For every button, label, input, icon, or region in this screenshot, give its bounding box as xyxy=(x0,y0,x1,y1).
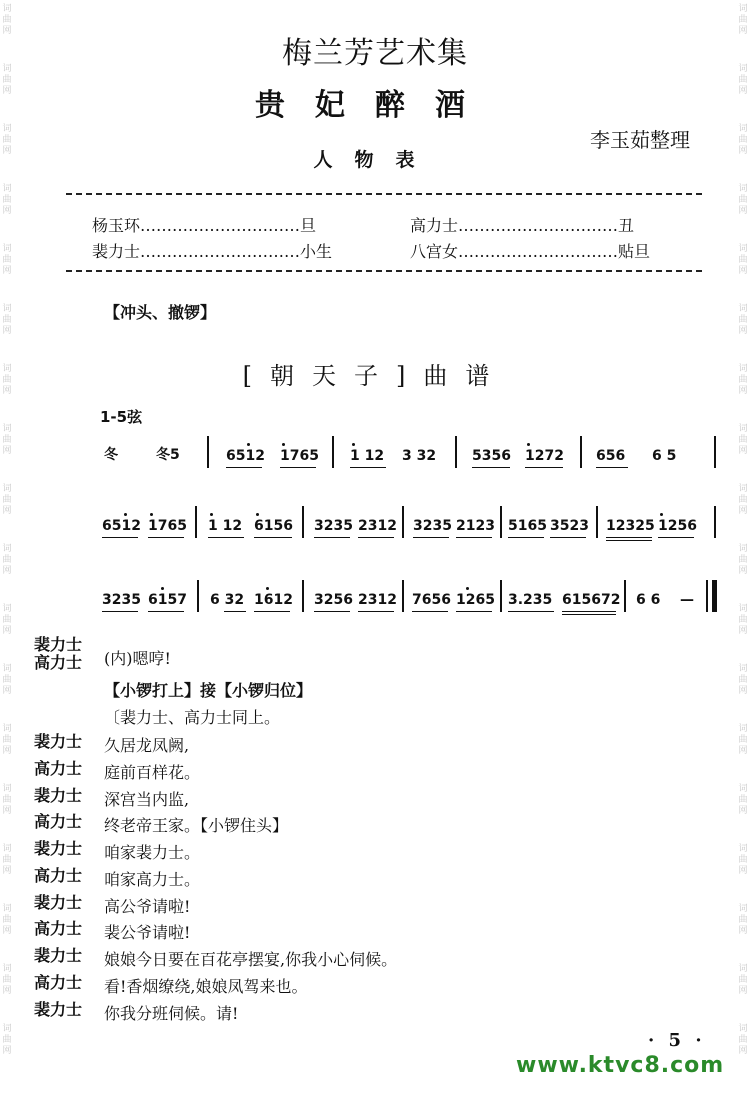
cast-dots: ………………………… xyxy=(458,216,619,235)
watermark-text: 词曲网 xyxy=(2,4,12,36)
tune-title: [朝天子]曲谱 xyxy=(242,362,508,390)
dialogue-line: 久居龙凤阙, xyxy=(104,736,190,755)
stage-direction: 〔裴力士、高力士同上。 xyxy=(104,708,281,727)
beam-underline xyxy=(224,611,246,612)
beam-underline xyxy=(148,537,184,538)
beam-underline xyxy=(658,537,694,538)
beam-underline xyxy=(413,537,449,538)
bar-line xyxy=(207,436,209,468)
cast-name: 裴力士 xyxy=(92,242,141,261)
score-note: 1256 xyxy=(658,518,697,534)
beam-underline xyxy=(350,467,386,468)
watermark-text: 词曲网 xyxy=(2,64,12,96)
score-note: 1765 xyxy=(280,448,319,464)
speaker-label: 高力士 xyxy=(34,919,83,938)
dialogue-line: 终老帝王家。【小锣住头】 xyxy=(104,816,289,835)
score-note: 1765 xyxy=(148,518,187,534)
dialogue-line: 咱家裴力士。 xyxy=(104,843,201,862)
beam-underline xyxy=(358,537,394,538)
bar-line xyxy=(714,436,716,468)
final-bar-line xyxy=(712,580,717,612)
bar-line xyxy=(195,506,197,538)
octave-dot xyxy=(266,587,269,590)
watermark-text: 词曲网 xyxy=(2,304,12,336)
octave-dot xyxy=(466,587,469,590)
watermark-text: 词曲网 xyxy=(738,784,748,816)
watermark-text: 词曲网 xyxy=(738,124,748,156)
dialogue-line: 咱家高力士。 xyxy=(104,870,201,889)
speaker-label: 裴力士 xyxy=(34,893,83,912)
score-note: 3 32 xyxy=(402,448,437,464)
cast-role: 丑 xyxy=(618,216,635,235)
score-note: 2312 xyxy=(358,592,397,608)
watermark-text: 词曲网 xyxy=(738,724,748,756)
octave-dot xyxy=(161,587,164,590)
score-note: 3235 xyxy=(413,518,452,534)
watermark-text: 词曲网 xyxy=(2,544,12,576)
speaker-label: 裴力士 xyxy=(34,1000,83,1019)
score-note: 656 xyxy=(596,448,626,464)
watermark-text: 词曲网 xyxy=(738,64,748,96)
score-note: 3235 xyxy=(102,592,141,608)
speaker-label: 裴力士 xyxy=(34,946,83,965)
octave-dot xyxy=(527,443,530,446)
cast-dots: ………………………… xyxy=(458,242,619,261)
cast-name: 杨玉环 xyxy=(92,216,141,235)
speaker-label: 裴力士 xyxy=(34,839,83,858)
watermark-text: 词曲网 xyxy=(738,1024,748,1056)
watermark-text: 词曲网 xyxy=(2,184,12,216)
watermark-text: 词曲网 xyxy=(2,424,12,456)
watermark-text: 词曲网 xyxy=(738,604,748,636)
dialogue-line: 裴公爷请啦! xyxy=(104,923,191,942)
score-note: 冬 xyxy=(104,447,118,463)
score-note: 6 32 xyxy=(210,592,245,608)
beam-underline xyxy=(254,611,290,612)
watermark-text: 词曲网 xyxy=(738,304,748,336)
watermark-text: 词曲网 xyxy=(738,4,748,36)
octave-dot xyxy=(282,443,285,446)
watermark-text: 词曲网 xyxy=(738,244,748,276)
octave-dot xyxy=(124,513,127,516)
dialogue-line: 你我分班伺候。请! xyxy=(104,1004,239,1023)
beam-underline xyxy=(550,537,586,538)
bar-line xyxy=(706,580,708,612)
cast-entry xyxy=(410,213,634,236)
divider-top xyxy=(66,193,702,195)
bar-line xyxy=(500,506,502,538)
speaker-label: 裴力士 高力士 xyxy=(34,635,83,672)
watermark-text: 词曲网 xyxy=(738,424,748,456)
watermark-text: 词曲网 xyxy=(2,724,12,756)
beam-underline xyxy=(606,537,652,538)
stage-cue: 【冲头、撤锣】 xyxy=(104,303,217,322)
dialogue-line: 看!香烟缭绕,娘娘凤驾来也。 xyxy=(104,977,308,996)
score-note: 3.235 xyxy=(508,592,553,608)
score-note: 615672 xyxy=(562,592,621,608)
speaker-label: 裴力士 xyxy=(34,786,83,805)
cast-entry xyxy=(92,213,316,236)
watermark-text: 词曲网 xyxy=(738,664,748,696)
beam-underline xyxy=(562,611,616,612)
watermark-text: 词曲网 xyxy=(738,904,748,936)
watermark-text: 词曲网 xyxy=(2,904,12,936)
beam-underline xyxy=(254,537,292,538)
cast-role: 贴旦 xyxy=(618,242,651,261)
play-title: 贵妃醉酒 xyxy=(255,88,495,123)
beam-underline xyxy=(596,467,628,468)
bar-line xyxy=(302,580,304,612)
cast-role: 小生 xyxy=(300,242,333,261)
watermark-text: 词曲网 xyxy=(738,364,748,396)
beam-underline xyxy=(456,611,492,612)
score-note: 3523 xyxy=(550,518,589,534)
score-note: 冬5 xyxy=(156,447,180,463)
bar-line xyxy=(596,506,598,538)
score-note: 6512 xyxy=(102,518,141,534)
beam-underline xyxy=(606,540,652,541)
bar-line xyxy=(197,580,199,612)
score-note: 1265 xyxy=(456,592,495,608)
speaker-label: 裴力士 xyxy=(34,732,83,751)
dialogue-line: (内)嗯哼! xyxy=(104,649,171,668)
watermark-text: 词曲网 xyxy=(2,124,12,156)
cast-name: 八宫女 xyxy=(410,242,459,261)
divider-bottom xyxy=(66,270,702,272)
octave-dot xyxy=(247,443,250,446)
beam-underline xyxy=(226,467,262,468)
arranger-credit: 李玉茹整理 xyxy=(590,128,690,152)
speaker-label: 高力士 xyxy=(34,759,83,778)
page-number: · 5 · xyxy=(648,1030,706,1051)
speaker-label: 高力士 xyxy=(34,973,83,992)
watermark-text: 词曲网 xyxy=(738,184,748,216)
octave-dot xyxy=(352,443,355,446)
watermark-text: 词曲网 xyxy=(2,1024,12,1056)
key-signature: 1-5弦 xyxy=(100,408,143,426)
watermark-text: 词曲网 xyxy=(2,664,12,696)
score-note: 2312 xyxy=(358,518,397,534)
score-note: 6 6 xyxy=(636,592,661,608)
cast-dots: ………………………… xyxy=(140,216,301,235)
score-note: 3235 xyxy=(314,518,353,534)
beam-underline xyxy=(148,611,184,612)
score-note: 2123 xyxy=(456,518,495,534)
beam-underline xyxy=(525,467,563,468)
watermark-text: 词曲网 xyxy=(2,244,12,276)
dialogue-line: 深宫当内监, xyxy=(104,790,190,809)
score-note: 1 12 xyxy=(208,518,243,534)
bar-line xyxy=(402,580,404,612)
score-note: 3256 xyxy=(314,592,353,608)
score-note: 1612 xyxy=(254,592,293,608)
site-watermark: www.ktvc8.com xyxy=(516,1053,725,1078)
dialogue-line: 庭前百样花。 xyxy=(104,763,201,782)
speaker-label: 高力士 xyxy=(34,812,83,831)
octave-dot xyxy=(256,513,259,516)
watermark-text: 词曲网 xyxy=(2,364,12,396)
score-note: 5165 xyxy=(508,518,547,534)
score-note: 6156 xyxy=(254,518,293,534)
beam-underline xyxy=(508,611,554,612)
octave-dot xyxy=(150,513,153,516)
score-note: 6 5 xyxy=(652,448,677,464)
bar-line xyxy=(455,436,457,468)
score-note: — xyxy=(680,592,694,608)
cast-dots: ………………………… xyxy=(140,242,301,261)
cast-name: 高力士 xyxy=(410,216,459,235)
bar-line xyxy=(500,580,502,612)
score-note: 1272 xyxy=(525,448,564,464)
cast-role: 旦 xyxy=(300,216,317,235)
bar-line xyxy=(624,580,626,612)
watermark-text: 词曲网 xyxy=(738,964,748,996)
score-note: 7656 xyxy=(412,592,451,608)
watermark-text: 词曲网 xyxy=(2,964,12,996)
speaker-label: 高力士 xyxy=(34,866,83,885)
watermark-text: 词曲网 xyxy=(738,544,748,576)
beam-underline xyxy=(280,467,316,468)
beam-underline xyxy=(102,537,138,538)
bar-line xyxy=(402,506,404,538)
watermark-text: 词曲网 xyxy=(2,484,12,516)
watermark-text: 词曲网 xyxy=(2,784,12,816)
score-note: 6512 xyxy=(226,448,265,464)
beam-underline xyxy=(562,614,616,615)
cast-entry xyxy=(92,239,332,262)
watermark-text: 词曲网 xyxy=(2,604,12,636)
beam-underline xyxy=(472,467,510,468)
beam-underline xyxy=(456,537,492,538)
watermark-text: 词曲网 xyxy=(2,844,12,876)
dialogue-line: 高公爷请啦! xyxy=(104,897,191,916)
bar-line xyxy=(580,436,582,468)
dialogue-line: 娘娘今日要在百花亭摆宴,你我小心伺候。 xyxy=(104,950,398,969)
watermark-text: 词曲网 xyxy=(738,484,748,516)
beam-underline xyxy=(102,611,138,612)
cast-heading: 人物表 xyxy=(313,149,437,171)
beam-underline xyxy=(208,537,244,538)
beam-underline xyxy=(314,537,350,538)
watermark-text: 词曲网 xyxy=(738,844,748,876)
score-note: 12325 xyxy=(606,518,655,534)
stage-direction: 【小锣打上】接【小锣归位】 xyxy=(104,681,313,700)
cast-entry xyxy=(410,239,650,262)
beam-underline xyxy=(358,611,394,612)
beam-underline xyxy=(314,611,350,612)
octave-dot xyxy=(660,513,663,516)
score-note: 6157 xyxy=(148,592,187,608)
beam-underline xyxy=(508,537,544,538)
book-title: 梅兰芳艺术集 xyxy=(282,36,468,71)
bar-line xyxy=(302,506,304,538)
bar-line xyxy=(714,506,716,538)
bar-line xyxy=(332,436,334,468)
octave-dot xyxy=(210,513,213,516)
score-note: 1 12 xyxy=(350,448,385,464)
beam-underline xyxy=(412,611,448,612)
score-note: 5356 xyxy=(472,448,511,464)
